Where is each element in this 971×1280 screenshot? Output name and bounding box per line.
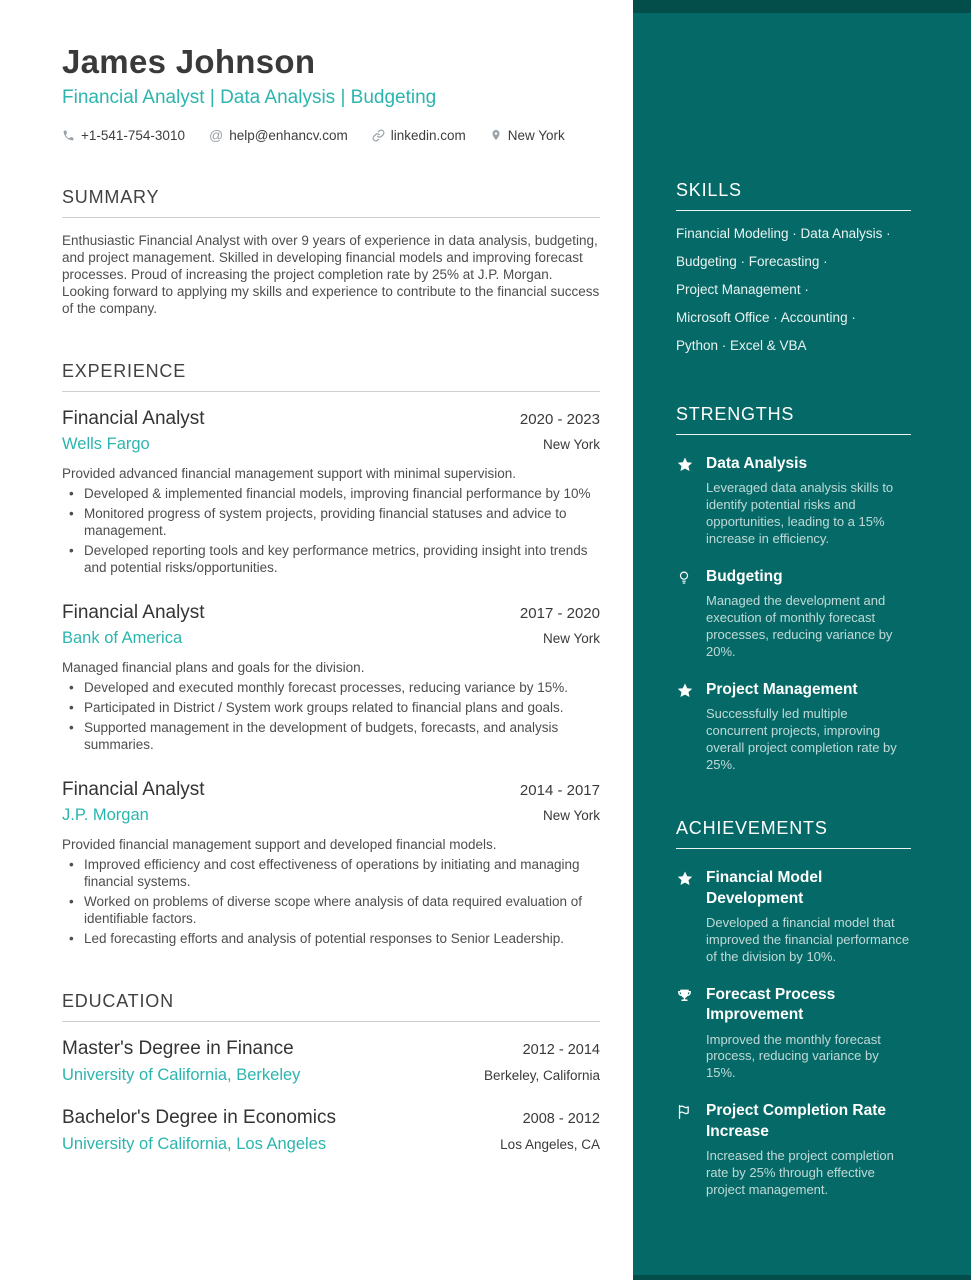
lightbulb-icon	[676, 567, 694, 661]
job-entry	[62, 408, 600, 576]
summary-heading: SUMMARY	[62, 187, 160, 208]
sidebar-bottom-strip	[633, 1275, 971, 1280]
achievement-title: Project Completion Rate Increase	[706, 1102, 886, 1140]
summary-section	[62, 187, 600, 317]
headline: Financial Analyst | Data Analysis | Budgeting	[62, 87, 437, 109]
education-entry	[62, 1038, 600, 1085]
link-icon	[372, 129, 385, 142]
star-icon	[676, 680, 694, 774]
school-name: University of California, Los Angeles	[62, 1135, 327, 1154]
job-company: Wells Fargo	[62, 435, 150, 454]
skill-line: Financial Modeling · Data Analysis ·	[676, 226, 891, 241]
location-pin-icon	[490, 128, 502, 142]
location-value: New York	[507, 127, 565, 143]
star-icon	[676, 868, 694, 966]
resume-header	[62, 44, 600, 143]
degree-title: Bachelor's Degree in Economics	[62, 1107, 336, 1129]
skill-line: Microsoft Office · Accounting ·	[676, 310, 856, 325]
phone-icon	[62, 129, 75, 142]
achievement-text: Improved the monthly forecast process, reducing variance by 15%.	[706, 1031, 881, 1081]
skills-list	[676, 220, 911, 360]
achievement-text: Developed a financial model that improved the financial performance of the division by 10%.	[706, 914, 910, 964]
job-bullet: • Developed reporting tools and key performance metrics, providing insight into trends and potential risks/opportunities.	[62, 542, 600, 576]
job-dates: 2014 - 2017	[519, 782, 600, 800]
strength-text: Leveraged data analysis skills to identify potential risks and opportunities, leading to a 15% increase in efficiency.	[706, 480, 894, 547]
divider	[676, 210, 911, 211]
linkedin-value: linkedin.com	[390, 127, 466, 143]
job-company: J.P. Morgan	[62, 806, 149, 825]
job-bullet: • Developed & implemented financial models, improving financial performance by 10%	[62, 485, 600, 502]
skills-section	[676, 180, 911, 360]
job-title: Financial Analyst	[62, 602, 205, 624]
job-description: Provided advanced financial management support with minimal supervision.	[62, 466, 516, 482]
job-description: Managed financial plans and goals for the division.	[62, 660, 365, 676]
strength-item	[676, 567, 911, 661]
job-title: Financial Analyst	[62, 408, 205, 430]
job-bullets	[62, 679, 600, 753]
person-name: James Johnson	[62, 43, 316, 80]
job-bullet: • Developed and executed monthly forecast processes, reducing variance by 15%.	[62, 679, 600, 696]
at-icon: @	[208, 127, 224, 144]
experience-heading: EXPERIENCE	[62, 361, 187, 382]
strength-text: Successfully led multiple concurrent projects, improving overall project completion rate by 25%.	[706, 706, 897, 773]
divider	[62, 1021, 600, 1022]
job-entry	[62, 779, 600, 947]
job-company: Bank of America	[62, 629, 183, 648]
job-dates: 2020 - 2023	[519, 411, 600, 429]
sidebar	[633, 0, 971, 1280]
star-icon	[676, 454, 694, 548]
achievements-section	[676, 818, 911, 1199]
education-section	[62, 991, 600, 1154]
email-contact[interactable]	[209, 127, 348, 143]
strength-title: Project Management	[706, 681, 858, 699]
achievement-title: Forecast Process Improvement	[706, 985, 836, 1024]
achievement-text: Increased the project completion rate by 25% through effective project management.	[706, 1148, 894, 1197]
strength-title: Data Analysis	[706, 455, 808, 472]
flag-icon	[676, 1101, 694, 1199]
strengths-section	[676, 404, 911, 774]
education-entry	[62, 1107, 600, 1154]
summary-text: Enthusiastic Financial Analyst with over 9 years of experience in data analysis, budgeting, and project management. Skilled in developing financial models and improving forecast processes. Proud of increasing the project completion rate by 25% at J.P. Morgan. Looking forward to applying my skills and experience to contribute to the financial success of the company.	[62, 233, 600, 317]
divider	[62, 391, 600, 392]
achievements-heading: ACHIEVEMENTS	[676, 818, 828, 839]
strengths-heading: STRENGTHS	[676, 404, 795, 424]
sidebar-top-strip	[633, 0, 971, 13]
job-dates: 2017 - 2020	[519, 605, 600, 623]
school-location: Los Angeles, CA	[500, 1137, 600, 1153]
education-heading: EDUCATION	[62, 991, 174, 1012]
strength-text: Managed the development and execution of monthly forecast processes, reducing variance by 20%.	[706, 593, 893, 660]
location-contact	[490, 128, 565, 143]
linkedin-contact[interactable]	[372, 128, 466, 143]
phone-contact[interactable]	[62, 128, 185, 143]
job-entry	[62, 602, 600, 753]
strength-title: Budgeting	[706, 568, 783, 586]
divider	[62, 217, 600, 218]
degree-title: Master's Degree in Finance	[62, 1038, 294, 1060]
job-bullet: • Worked on problems of diverse scope where analysis of data required evaluation of identifiable factors.	[62, 893, 600, 927]
job-bullet: • Improved efficiency and cost effectiveness of operations by initiating and managing financial systems.	[62, 856, 600, 890]
job-location: New York	[542, 631, 600, 647]
job-bullet: • Participated in District / System work groups related to financial plans and goals.	[62, 699, 600, 716]
job-description: Provided financial management support and developed financial models.	[62, 837, 497, 853]
job-title: Financial Analyst	[62, 779, 205, 801]
skill-line: Budgeting · Forecasting ·	[676, 254, 828, 269]
strength-item	[676, 454, 911, 548]
achievement-title: Financial Model Development	[706, 869, 823, 907]
job-bullets	[62, 856, 600, 947]
divider	[676, 434, 911, 435]
achievement-item	[676, 985, 911, 1083]
degree-dates: 2008 - 2012	[522, 1111, 600, 1128]
job-bullet: • Led forecasting efforts and analysis of potential responses to Senior Leadership.	[62, 930, 600, 947]
email-value: help@enhancv.com	[229, 127, 348, 143]
experience-section	[62, 361, 600, 947]
job-bullet: • Supported management in the development of budgets, forecasts, and analysis summaries.	[62, 719, 600, 753]
phone-value: +1-541-754-3010	[81, 127, 185, 143]
achievement-item	[676, 1101, 911, 1199]
trophy-icon	[676, 985, 694, 1083]
school-location: Berkeley, California	[483, 1068, 600, 1084]
skill-line: Python · Excel & VBA	[676, 338, 807, 353]
skill-line: Project Management ·	[676, 282, 809, 297]
degree-dates: 2012 - 2014	[522, 1042, 600, 1059]
achievement-item	[676, 868, 911, 966]
divider	[676, 848, 911, 849]
job-location: New York	[542, 808, 600, 824]
job-bullet: • Monitored progress of system projects, providing financial statuses and advice to management.	[62, 505, 600, 539]
contact-row	[62, 127, 600, 143]
skills-heading: SKILLS	[676, 180, 742, 200]
job-bullets	[62, 485, 600, 576]
strength-item	[676, 680, 911, 774]
job-location: New York	[542, 437, 600, 453]
school-name: University of California, Berkeley	[62, 1066, 301, 1085]
